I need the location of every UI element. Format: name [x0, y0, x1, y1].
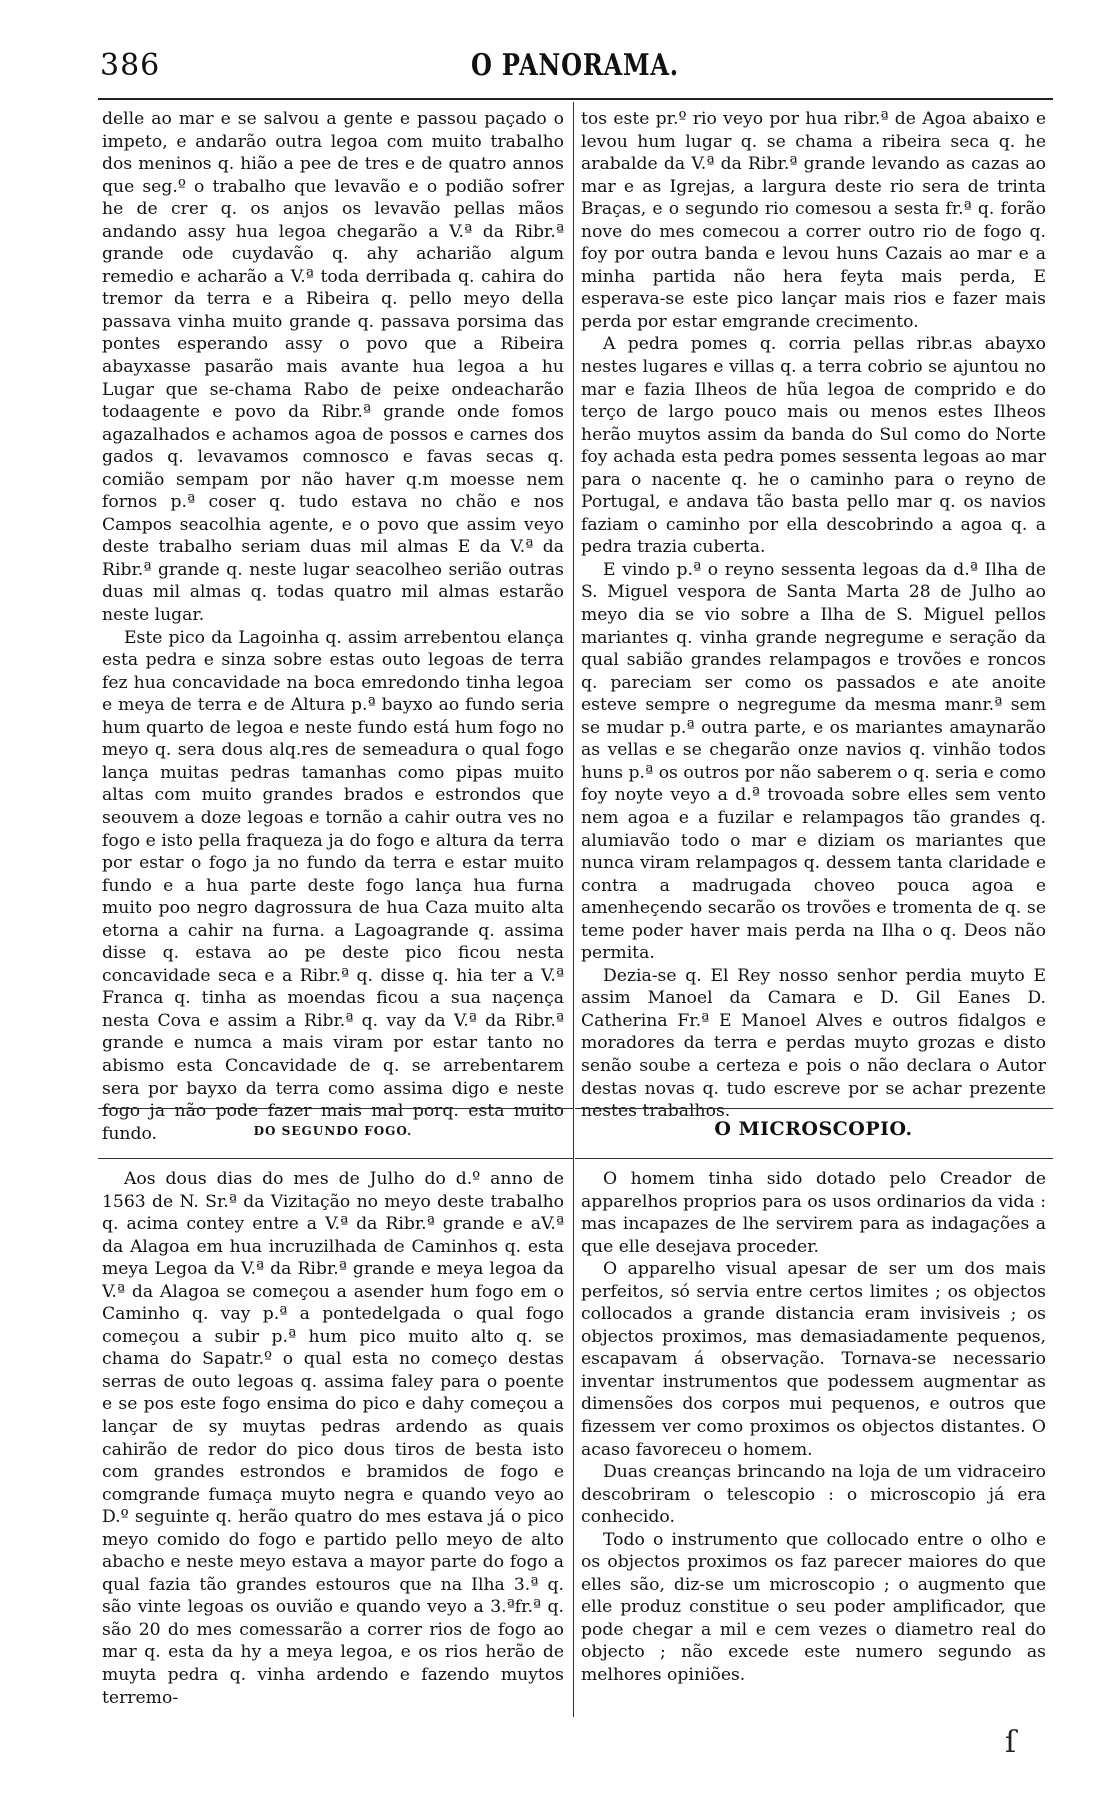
- masthead-title: O PANORAMA.: [471, 48, 679, 83]
- paragraph: Todo o instrumento que collocado entre o olho e os objectos proximos os faz parecer maiores do que elles são, diz-se um microscopio ; o augmento que elle produz constitue o seu poder amplificador, que pode chegar a mil e cem vezes o diametro real do objecto ; não excede este numero segundo as melhores opiniões.: [581, 1529, 1046, 1686]
- paragraph: Este pico da Lagoinha q. assim arrebentou elança esta pedra e sinza sobre estas outo legoas de terra fez hua concavidade na boca emredondo tinha legoa e meya de terra e de Altura p.ª bayxo ao fundo seria hum quarto de legoa e neste fundo está hum fogo no meyo q. sera dous alq.res de semeadura o qual fogo lança muitas pedras tamanhas como pipas muito altas com muito grandes brados e estrondos que seouvem a doze legoas e tornão a cahir outra ves no fogo e isto pella fraqueza ja do fogo e altura da terra por estar o fogo ja no fundo da terra e estar muito fundo e a hua parte deste fogo lança hua furna muito poo negro dagrossura de hua Caza muito alta etorna a cahir na furna. a Lagoagrande q. assima disse q. estava ao pe deste pico ficou nesta concavidade seca e a Ribr.ª q. disse q. hia ter a V.ª Franca q. tinha as moendas ficou a sua naçença nesta Cova e assim a Ribr.ª q. vay da V.ª da Ribr.ª grande e numca a mais viram por estar tanto no abismo esta Concavidade de q. se arrebentarem sera por bayxo da terra como assima digo e neste fogo ja não pode fazer mais mal porq. esta muito fundo.: [102, 627, 564, 1144]
- section-heading-microscopio: O MICROSCOPIO.: [714, 1118, 913, 1140]
- header-rule: [98, 98, 1053, 100]
- paragraph: delle ao mar e se salvou a gente e passou paçado o impeto, e andarão outra legoa com muito trabalho dos meninos q. hião a pee de tres e de quatro annos que seg.º o trabalho que levavão e o podião sofrer he de crer q. os anjos os levavão pellas mãos andando assy hua legoa chegarão a V.ª da Ribr.ª grande ode cuydavão q. ahy acharião algum remedio e acharão a V.ª toda derribada q. cahira do tremor da terra e a Ribeira q. pello meyo della passava vinha muito grande q. passava porsima das pontes esperando assy o povo que a Ribeira abayxasse pasarão mais avante hua legoa a hu Lugar que se-chama Rabo de peixe ondeacharão todaagente e povo da Ribr.ª grande onde fomos agazalhados e achamos agoa de possos e carnes dos gados q. levavamos comnosco e favas secas q. comião sempam por não haver q.m moesse nem fornos p.ª coser q. tudo estava no chão e nos Campos seacolhia agente, e o povo que assim veyo deste trabalho seriam duas mil almas E da V.ª da Ribr.ª grande q. neste lugar seacolheo serião outras duas mil almas q. todas quatro mil almas estarão neste lugar.: [102, 109, 564, 626]
- section-rule: [575, 1158, 1053, 1159]
- ink-mark: ſ: [1005, 1725, 1017, 1760]
- right-column-bottom: [581, 1168, 1046, 1713]
- paragraph: Aos dous dias do mes de Julho do d.º anno de 1563 de N. Sr.ª da Vizitação no meyo deste trabalho q. acima contey entre a V.ª da Ribr.ª grande e aV.ª da Alagoa em hua incruzilhada de Caminhos q. esta meya Legoa da V.ª da Ribr.ª grande e meya legoa da V.ª da Alagoa se começou a asender hum fogo em o Caminho q. vay p.ª a pontedelgada o qual fogo começou a subir p.ª hum pico muito alto q. se chama do Sapatr.º o qual esta no começo destas serras de outo legoas q. assima faley para o poente e se pos este fogo ensima do pico e dahy começou a lançar de sy muytas pedras ardendo as quais cahirão de redor do pico dous tiros de besta isto com grandes estrondos e bramidos de fogo e comgrande fumaça muyto negra e quando veyo ao D.º seguinte q. herão quatro do mes estava já o pico meyo comido do fogo e partido pello meyo de alto abacho e neste meyo estava a mayor parte do fogo a qual fazia tão grandes estouros que na Ilha 3.ª q. são vinte legoas os ouvião e quando veyo a 3.ªfr.ª q. são 20 do mes comessarão a correr rios de fogo ao mar q. esta da hy a meya legoa, e os rios herão de muyta pedra q. vinha ardendo e fazendo muytos terremo-: [102, 1169, 564, 1708]
- paragraph: A pedra pomes q. corria pellas ribr.as abayxo nestes lugares e villas q. a terra cobrio se ajuntou no mar e fazia Ilheos de hũa legoa de comprido e do terço de largo pouco mais ou menos estes Ilheos herão muytos assim da banda do Sul como do Norte foy achada esta pedra pomes sessenta legoas ao mar para o nacente q. he o caminho para o reyno de Portugal, e andava tão basta pello mar q. os navios faziam o caminho por ella descobrindo a agoa q. a pedra trazia cuberta.: [581, 334, 1046, 558]
- paragraph: Dezia-se q. El Rey nosso senhor perdia muyto E assim Manoel da Camara e D. Gil Eanes D. Catherina Fr.ª E Manoel Alves e outros fidalgos e moradores da terra e perdas muyto grozas e disto senão soube a certeza e pois o não declara o Autor destas novas q. tudo escreve por se achar prezente nestes trabalhos.: [581, 965, 1046, 1122]
- right-column-top: [581, 108, 1046, 1122]
- paragraph: Duas creanças brincando na loja de um vidraceiro descobriram o telescopio : o microscopio já era conhecido.: [581, 1462, 1046, 1528]
- section-rule: [98, 1108, 573, 1109]
- section-rule: [98, 1158, 573, 1159]
- left-column-bottom: [102, 1168, 564, 1713]
- paragraph: O apparelho visual apesar de ser um dos mais perfeitos, só servia entre certos limites ; os objectos collocados a grande distancia eram invisiveis ; os objectos proximos, mas demasiadamente pequenos, escapavam á observação. Tornava-se necessario inventar instrumentos que podessem augmentar as dimensões dos corpos mui pequenos, e outros que fizessem ver como proximos os objectos distantes. O acaso favoreceu o homem.: [581, 1259, 1046, 1460]
- paragraph: E vindo p.ª o reyno sessenta legoas da d.ª Ilha de S. Miguel vespora de Santa Marta 28 de Julho ao meyo dia se vio sobre a Ilha de S. Miguel pellos mariantes q. vinha grande negregume e seração da qual sabião grandes relampagos e trovões e roncos q. pareciam ser como os passados e ate anoite esteve sempre o negregume da mesma manr.ª sem se mudar p.ª outra parte, e os mariantes amaynarão as vellas e se chegarão onze navios q. vinhão todos huns p.ª os outros por não saberem o q. seria e como foy noyte veyo a d.ª trovoada sobre elles sem vento nem agoa e a fuzilar e relampagos tão grandes q. alumiavão todo o mar e diziam os mariantes que nunca viram relampagos q. dessem tanta claridade e contra a madrugada choveo pouca agoa e amenheçendo secarão os trovões e tromenta de q. se teme poder haver mais perda na Ilha o q. Deos não permita.: [581, 559, 1046, 964]
- page-number: 386: [100, 48, 161, 83]
- section-rule: [575, 1108, 1053, 1109]
- section-heading-segundo-fogo: DO SEGUNDO FOGO.: [253, 1124, 413, 1138]
- paragraph: O homem tinha sido dotado pelo Creador de apparelhos proprios para os usos ordinarios da vida : mas incapazes de lhe servirem para as indagações a que elle desejava proceder.: [581, 1169, 1046, 1257]
- paragraph: tos este pr.º rio veyo por hua ribr.ª de Agoa abaixo e levou hum lugar q. se chama a ribeira seca q. he arabalde da V.ª da Ribr.ª grande levando as cazas ao mar e as Igrejas, a largura deste rio sera de trinta Braças, e o segundo rio comesou a sesta fr.ª q. forão nove do mes comecou a correr outro rio de fogo q. foy por outra banda e levou huns Cazais ao mar e a minha partida não hera feyta mais perda, E esperava-se este pico lançar mais rios e fazer mais perda por estar emgrande crecimento.: [581, 109, 1046, 332]
- page-header: [100, 48, 1050, 94]
- column-divider: [573, 102, 574, 1717]
